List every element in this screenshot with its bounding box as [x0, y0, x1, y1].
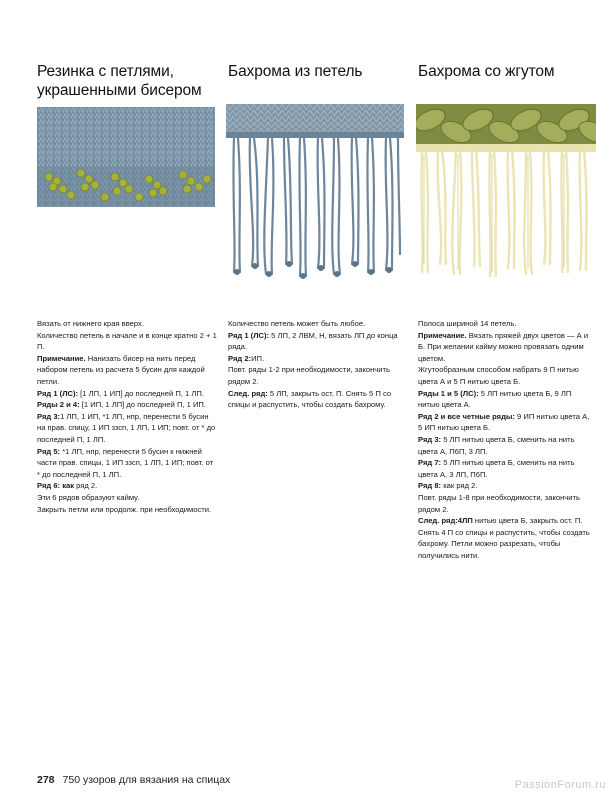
instruction-line: Ряд 1 (ЛС): [1 ЛП, 1 ИП] до последней П, 1 ЛП. [37, 388, 204, 398]
instruction-line: Повт. ряды 1-8 при необходимости, закончить рядом 2. [418, 492, 580, 514]
watermark: PassionForum.ru [514, 779, 606, 791]
instruction-line: Ряд 2 и все четные ряды: 9 ИП нитью цвета А, 5 ИП нитью цвета Б. [418, 411, 590, 433]
title-beaded-rib: Резинка с петлями, украшенными бисером [37, 63, 202, 99]
instruction-line: Количество петель в начале и в конце кратно 2 + 1 П. [37, 330, 217, 352]
instruction-line: Ряды 2 и 4: [1 ИП, 1 ЛП] до последней П, 1 ИП. [37, 400, 206, 410]
instruction-line: Ряды 1 и 5 (ЛС): 5 ЛП нитью цвета Б, 9 ЛП нитью цвета А. [418, 388, 572, 410]
instruction-line: След. ряд:4ЛП нитью цвета Б, закрыть ост. П. Снять 4 П со спицы и распустить, чтобы создать бахрому. Петли можно разрезать, чтобы получились нити. [418, 516, 590, 560]
photo-loop-fringe [226, 104, 404, 282]
instruction-line: Закрыть петли или продолж. при необходимости. [37, 504, 212, 514]
instruction-line: Ряд 3:1 ЛП, 1 ИП, *1 ЛП, нпр, перенести 5 бусин на прав. спицу, 1 ИП ззсп, 1 ЛП, 1 ИП; повт. от * до последней П, 1 ЛП. [37, 411, 216, 444]
instruction-line: Эти 6 рядов образуют кайму. [37, 492, 140, 502]
instruction-line: Количество петель может быть любое. [228, 319, 366, 328]
instruction-line: Примечание. Вязать пряжей двух цветов — А и Б. При желании кайму можно провязать одним цветом. [418, 330, 589, 363]
title-cable-fringe: Бахрома со жгутом [418, 63, 555, 80]
page-number: 278 [37, 774, 55, 786]
instruction-line: Примечание. Нанизать бисер на нить перед набором петель из расчета 5 бусин для каждой петли. [37, 353, 205, 386]
instructions-beaded-rib [37, 318, 217, 515]
beaded-rib-swatch-image [37, 107, 215, 207]
title-loop-fringe: Бахрома из петель [228, 63, 363, 80]
photo-beaded-rib [37, 107, 215, 207]
instruction-line: Ряд 5: *1 ЛП, нпр, перенести 5 бусин к нижней части прав. спицы, 1 ИП ззсп, 1 ЛП, 1 ИП; повт. от * до последней П, 1 ЛП. [37, 446, 214, 479]
instruction-line: Ряд 1 (ЛС): 5 ЛП, 2 ЛВМ, Н, вязать ЛП до конца ряда. [228, 330, 398, 352]
book-title: 750 узоров для вязания на спицах [62, 774, 231, 786]
instruction-line: Ряд 8: как ряд 2. [418, 481, 478, 491]
photo-cable-fringe [416, 104, 596, 282]
instruction-line: Полоса шириной 14 петель. [418, 319, 517, 328]
instructions-loop-fringe [228, 318, 408, 411]
instruction-line: Ряд 2:ИП. [228, 353, 265, 363]
instructions-cable-fringe [418, 318, 594, 561]
instruction-line: Вязать от нижнего края вверх. [37, 319, 144, 328]
loop-fringe-swatch-image [226, 104, 404, 282]
instruction-line: Повт. ряды 1-2 при необходимости, закончить рядом 2. [228, 365, 390, 386]
instruction-line: Ряд 3: 5 ЛП нитью цвета Б, сменить на нить цвета А, П6П, 3 ЛП. [418, 434, 575, 456]
page-footer [37, 774, 230, 786]
instruction-line: Ряд 7: 5 ЛП нитью цвета Б, сменить на нить цвета А, 3 ЛП, П6П. [418, 458, 575, 479]
instruction-line: След. ряд: 5 ЛП, закрыть ост. П. Снять 5 П со спицы и распустить, чтобы создать бахрому. [228, 388, 392, 410]
instruction-line: Ряд 6: как ряд 2. [37, 481, 98, 491]
cable-fringe-swatch-image [416, 104, 596, 282]
instruction-line: Жгутообразным способом набрать 9 П нитью цвета А и 5 П нитью цвета Б. [418, 365, 579, 386]
